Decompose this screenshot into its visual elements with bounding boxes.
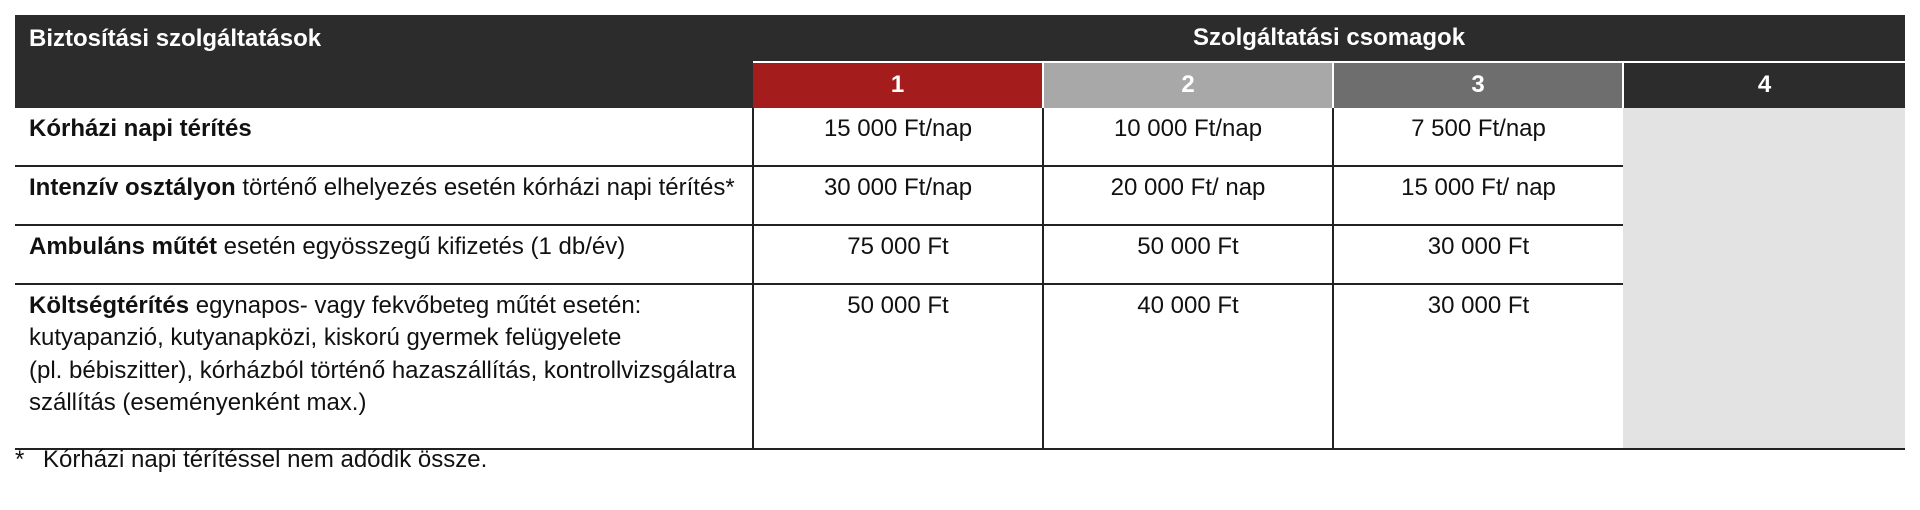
services-header: Biztosítási szolgáltatások [15,15,753,108]
row-label [15,284,753,449]
package-1-value: 15 000 Ft/nap [753,108,1043,166]
package-1-value: 30 000 Ft/nap [753,166,1043,225]
row-label-line: szállítás (eseményenként max.) [29,389,367,417]
row-label-line: kutyapanzió, kutyanapközi, kiskorú gyermek felügyelete [29,324,622,352]
package-2-value: 10 000 Ft/nap [1043,108,1333,166]
package-1-value: 50 000 Ft [753,284,1043,449]
row-label-line: (pl. bébiszitter), kórházból történő hazaszállítás, kontrollvizsgálatra [29,356,736,384]
package-4-header: 4 [1623,62,1905,108]
row-label [15,108,753,166]
package-2-value: 50 000 Ft [1043,225,1333,284]
table-row [15,225,1905,284]
row-label [15,225,753,284]
package-4-column [1623,108,1905,449]
package-3-value: 7 500 Ft/nap [1333,108,1623,166]
insurance-table-wrapper [15,15,1905,450]
row-label-bold: Ambuláns műtét [29,233,218,260]
package-2-value: 20 000 Ft/ nap [1043,166,1333,225]
package-3-value: 30 000 Ft [1333,284,1623,449]
package-2-value: 40 000 Ft [1043,284,1333,449]
package-1-header: 1 [753,62,1043,108]
insurance-services-table [15,15,1905,450]
package-2-header: 2 [1043,62,1333,108]
row-label-rest: egynapos- vagy fekvőbeteg műtét esetén: [189,292,642,319]
row-label-bold: Kórházi napi térítés [29,115,252,142]
row-label-rest: esetén egyösszegű kifizetés (1 db/év) [217,233,626,260]
package-1-value: 75 000 Ft [753,225,1043,284]
package-3-value: 30 000 Ft [1333,225,1623,284]
row-label [15,166,753,225]
package-3-value: 15 000 Ft/ nap [1333,166,1623,225]
packages-header: Szolgáltatási csomagok [753,15,1905,62]
row-label-bold: Intenzív osztályon [29,174,236,201]
table-row [15,284,1905,449]
row-label-bold: Költségtérítés [29,292,190,319]
footnote-text: Kórházi napi térítéssel nem adódik össze. [43,446,488,473]
package-3-header: 3 [1333,62,1623,108]
footnote [15,446,487,474]
table-row [15,166,1905,225]
footnote-marker: * [15,446,25,473]
table-row [15,108,1905,166]
row-label-rest: történő elhelyezés esetén kórházi napi térítés* [235,174,735,201]
